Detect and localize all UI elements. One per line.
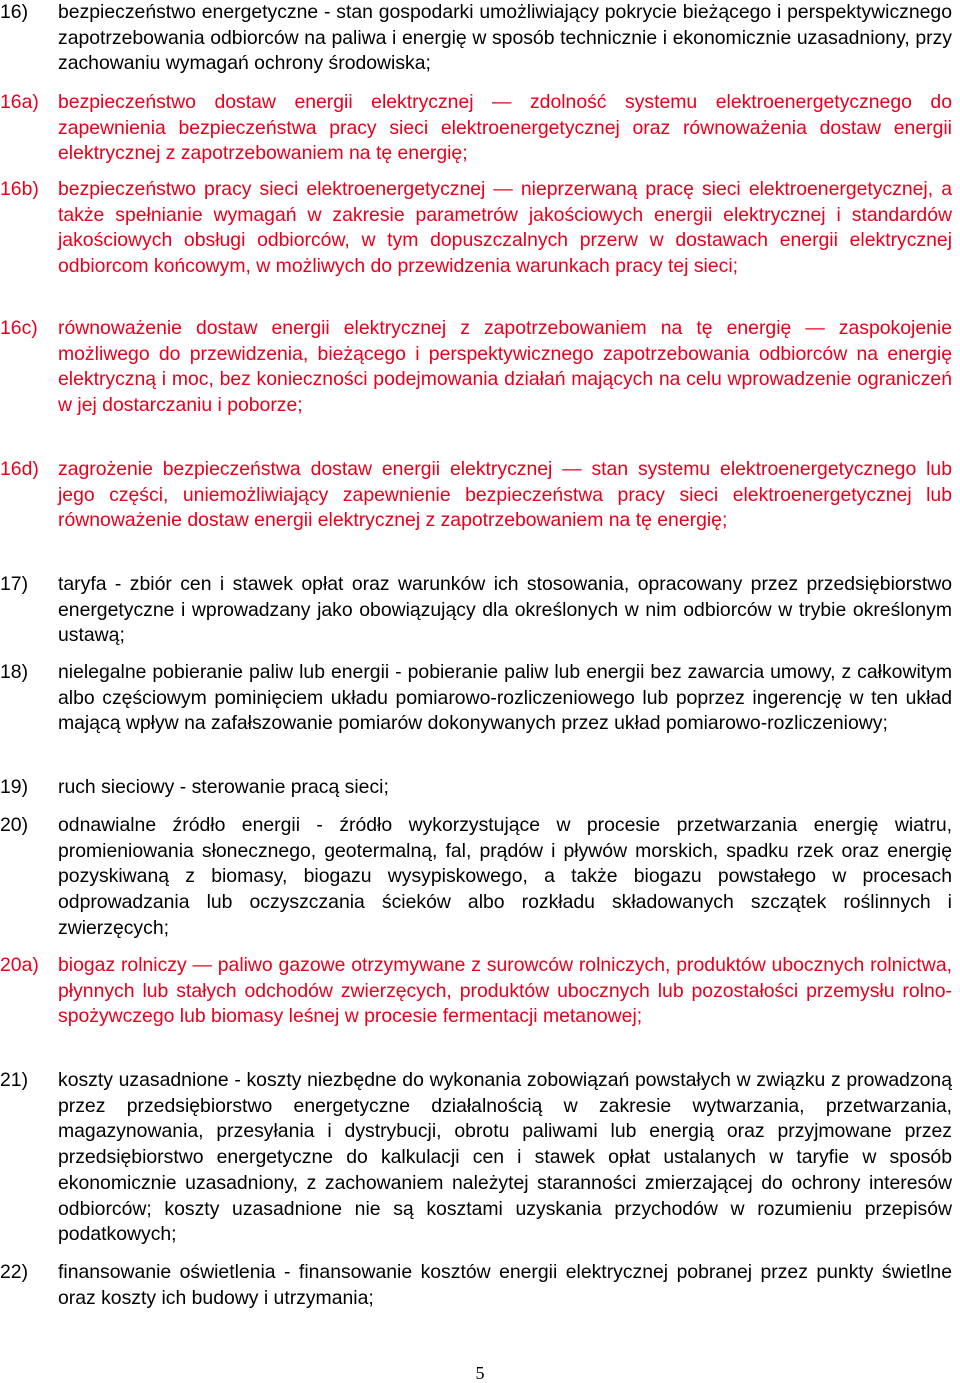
definition-16	[0, 0, 960, 77]
definition-text: bezpieczeństwo pracy sieci elektroenergetycznej — nieprzerwaną pracę sieci elektroenergetycznej, a także spełnianie wymagań w zakresie parametrów jakościowych energii elektrycznej i standardów jakościowych obsługi odbiorców, w tym dopuszczalnych przerw w dostawach energii elektrycznej odbiorcom końcowym, w możliwych do przewidzenia warunkach pracy tej sieci;	[58, 178, 952, 278]
definition-text: zagrożenie bezpieczeństwa dostaw energii elektrycznej — stan systemu elektroenergetycznego lub jego części, uniemożliwiający zapewnienie bezpieczeństwa pracy sieci elektroenergetycznej lub równoważenie dostaw energii elektrycznej z zapotrzebowaniem na tę energię;	[58, 458, 952, 532]
definition-16d	[0, 457, 960, 534]
definition-number: 16c)	[0, 317, 38, 339]
definition-number: 21)	[0, 1069, 29, 1091]
definition-text: biogaz rolniczy — paliwo gazowe otrzymywane z surowców rolniczych, produktów ubocznych rolnictwa, płynnych lub stałych odchodów zwierzęcych, produktów ubocznych lub pozostałości przemysłu rolno-spożywczego lub biomasy leśnej w procesie fermentacji metanowej;	[58, 954, 952, 1028]
definition-number: 16b)	[0, 178, 39, 200]
definition-text: ruch sieciowy - sterowanie pracą sieci;	[58, 776, 389, 798]
definition-20	[0, 813, 960, 942]
definition-number: 16)	[0, 1, 29, 23]
definition-number: 16a)	[0, 91, 39, 113]
definition-17	[0, 572, 960, 649]
definition-number: 22)	[0, 1261, 29, 1283]
definition-18	[0, 660, 960, 737]
definition-number: 17)	[0, 573, 29, 595]
definition-22	[0, 1260, 960, 1311]
definition-16b	[0, 177, 960, 280]
definition-text: finansowanie oświetlenia - finansowanie kosztów energii elektrycznej pobranej przez punkty świetlne oraz koszty ich budowy i utrzymania;	[58, 1261, 952, 1309]
definition-19	[0, 775, 960, 801]
definition-text: odnawialne źródło energii - źródło wykorzystujące w procesie przetwarzania energię wiatru, promieniowania słonecznego, geotermalną, fal, prądów i pływów morskich, spadku rzek oraz energię pozyskiwaną z biomasy, biogazu wysypiskowego, a także biogazu powstałego w procesach odprowadzania lub oczyszczania ścieków albo rozkładu składowanych szczątek roślinnych i zwierzęcych;	[58, 814, 952, 939]
definition-21	[0, 1068, 960, 1248]
definition-16c	[0, 316, 960, 419]
definition-number: 16d)	[0, 458, 39, 480]
definition-number: 19)	[0, 776, 29, 798]
definition-text: taryfa - zbiór cen i stawek opłat oraz warunków ich stosowania, opracowany przez przedsiębiorstwo energetyczne i wprowadzany jako obowiązujący dla określonych w nim odbiorców w trybie określonym ustawą;	[58, 573, 952, 647]
definition-text: nielegalne pobieranie paliw lub energii - pobieranie paliw lub energii bez zawarcia umowy, z całkowitym albo częściowym pominięciem układu pomiarowo-rozliczeniowego lub poprzez ingerencję w ten układ mającą wpływ na zafałszowanie pomiarów dokonywanych przez układ pomiarowo-rozliczeniowy;	[58, 661, 952, 735]
definition-number: 20a)	[0, 954, 39, 976]
definition-text: bezpieczeństwo dostaw energii elektrycznej — zdolność systemu elektroenergetycznego do zapewnienia bezpieczeństwa pracy sieci elektroenergetycznej oraz równoważenia dostaw energii elektrycznej z zapotrzebowaniem na tę energię;	[58, 91, 952, 165]
definition-number: 20)	[0, 814, 29, 836]
page-number: 5	[475, 1363, 485, 1383]
definition-20a	[0, 953, 960, 1030]
definition-number: 18)	[0, 661, 29, 683]
definition-text: bezpieczeństwo energetyczne - stan gospodarki umożliwiający pokrycie bieżącego i perspektywicznego zapotrzebowania odbiorców na paliwa i energię w sposób technicznie i ekonomicznie uzasadniony, przy zachowaniu wymagań ochrony środowiska;	[58, 1, 952, 75]
definition-text: koszty uzasadnione - koszty niezbędne do wykonania zobowiązań powstałych w związku z prowadzoną przez przedsiębiorstwo energetyczne działalnością w zakresie wytwarzania, przetwarzania, magazynowania, przesyłania i dystrybucji, obrotu paliwami lub energią oraz przyjmowane przez przedsiębiorstwo energetyczne do kalkulacji cen i stawek opłat ustalanych w taryfie w sposób ekonomicznie uzasadniony, z zachowaniem należytej staranności zmierzającej do ochrony interesów odbiorców; koszty uzasadnione nie są kosztami uzyskania przychodów w rozumieniu przepisów podatkowych;	[58, 1069, 952, 1246]
definition-text: równoważenie dostaw energii elektrycznej z zapotrzebowaniem na tę energię — zaspokojenie możliwego do przewidzenia, bieżącego i perspektywicznego zapotrzebowania odbiorców na energię elektryczną i moc, bez konieczności podejmowania działań mających na celu wprowadzenie ograniczeń w jej dostarczaniu i poborze;	[58, 317, 952, 417]
definition-16a	[0, 90, 960, 167]
